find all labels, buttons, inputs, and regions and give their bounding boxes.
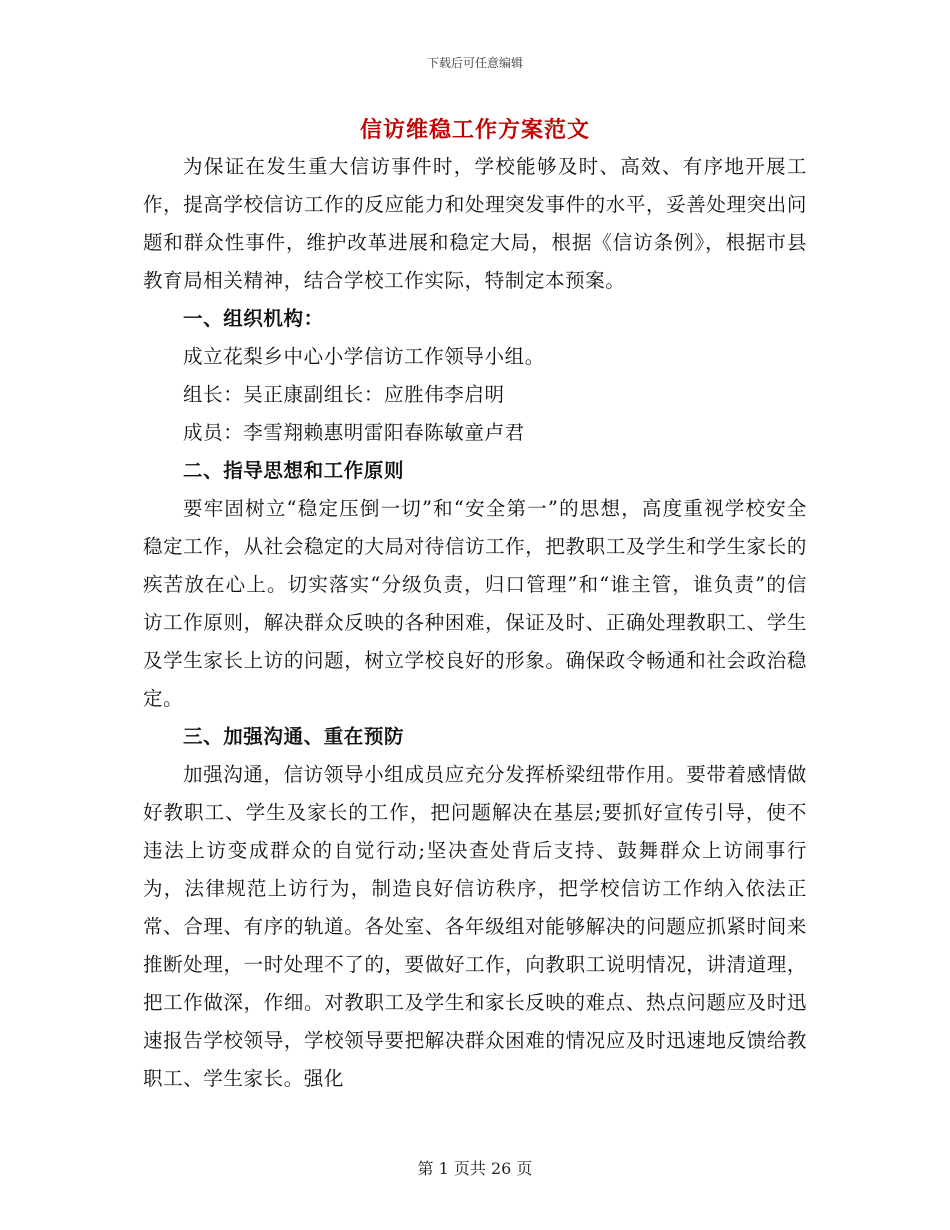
prevention-paragraph: 加强沟通，信访领导小组成员应充分发挥桥梁纽带作用。要带着感情做好教职工、学生及家长的工作，把问题解决在基层;要抓好宣传引导，使不违法上访变成群众的自觉行动;坚决查处背后支持、鼓舞群众上访闹事行为，法律规范上访行为，制造良好信访秩序，把学校信访工作纳入依法正常、合理、有序的轨道。各处室、各年级组对能够解决的问题应抓紧时间来推断处理，一时处理不了的，要做好工作，向教职工说明情况，讲清道理，把工作做深，作细。对教职工及学生和家长反映的难点、热点问题应及时迅速报告学校领导，学校领导要把解决群众困难的情况应及时迅速地反馈给教职工、学生家长。强化 [143,763,807,1090]
section-heading-organization: 一、组织机构： [183,307,324,330]
leading-group-paragraph: 成立花梨乡中心小学信访工作领导小组。 [183,345,545,368]
header-note: 下载后可任意编辑 [426,56,523,70]
principles-paragraph: 要牢固树立“稳定压倒一切”和“安全第一”的思想，高度重视学校安全稳定工作，从社会稳定的大局对待信访工作，把教职工及学生和学生家长的疾苦放在心上。切实落实“分级负责，归口管理”和“谁主管，谁负责”的信访工作原则，解决群众反映的各种困难，保证及时、正确处理教职工、学生及学生家长上访的问题，树立学校良好的形象。确保政令畅通和社会政治稳定。 [143,497,807,710]
document-title: 信访维稳工作方案范文 [359,117,590,143]
page-footer: 第 1 页共 26 页 [417,1159,533,1178]
document-body [143,148,807,1098]
group-members-line: 成员：李雪翔赖惠明雷阳春陈敏童卢君 [183,421,525,444]
intro-paragraph: 为保证在发生重大信访事件时，学校能够及时、高效、有序地开展工作，提高学校信访工作的反应能力和处理突发事件的水平，妥善处理突出问题和群众性事件，维护改革进展和稳定大局，根据《信访条例》，根据市县教育局相关精神，结合学校工作实际，特制定本预案。 [143,155,807,292]
section-heading-prevention: 三、加强沟通、重在预防 [183,725,405,748]
section-heading-principles: 二、指导思想和工作原则 [183,459,405,482]
group-leader-line: 组长：吴正康副组长：应胜伟李启明 [183,383,505,406]
